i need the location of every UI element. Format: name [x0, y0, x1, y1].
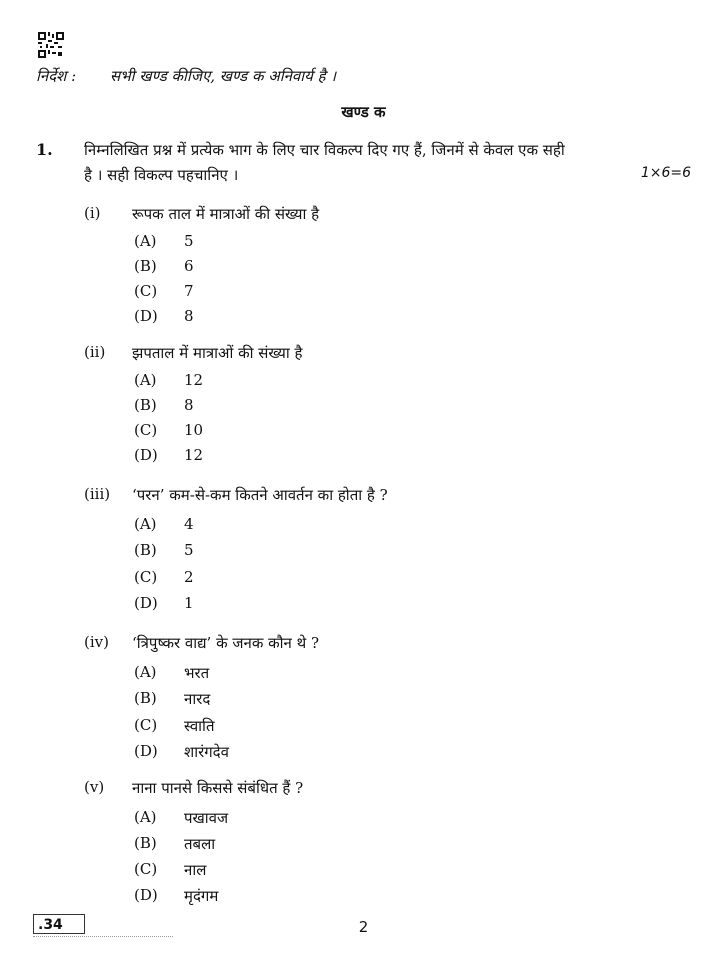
option-label: (A): [134, 663, 157, 681]
question-number: 1.: [36, 140, 53, 159]
subquestion-2-number: (ii): [84, 343, 106, 361]
subquestion-4-text: ‘त्रिपुष्कर वाद्य’ के जनक कौन थे ?: [132, 634, 320, 652]
paper-code: .34: [38, 917, 63, 933]
option-value: 12: [184, 371, 204, 389]
subquestion-3-text: ‘परन’ कम-से-कम कितने आवर्तन का होता है ?: [132, 486, 388, 504]
option-value: 1: [184, 594, 194, 612]
option-value: शारंगदेव: [184, 743, 229, 761]
option-value: 2: [184, 568, 194, 586]
option-value: भरत: [184, 664, 210, 682]
option-label: (D): [134, 742, 158, 760]
instructions-label: निर्देश :: [36, 67, 77, 85]
question-text-line-2: है । सही विकल्प पहचानिए ।: [84, 166, 239, 184]
option-label: (C): [134, 860, 158, 878]
question-text-line-1: निम्नलिखित प्रश्न में प्रत्येक भाग के लिए चार विकल्प दिए गए हैं, जिनमें से केवल एक सही: [84, 141, 565, 159]
option-label: (A): [134, 515, 157, 533]
option-label: (C): [134, 282, 158, 300]
option-label: (C): [134, 716, 158, 734]
option-value: 5: [184, 232, 194, 250]
subquestion-1-text: रूपक ताल में मात्राओं की संख्या है: [132, 205, 320, 223]
section-title: खण्ड क: [341, 103, 386, 121]
subquestion-4-number: (iv): [84, 633, 109, 651]
option-value: पखावज: [184, 809, 229, 827]
option-label: (B): [134, 834, 157, 852]
page-number: 2: [358, 918, 369, 936]
option-label: (B): [134, 689, 157, 707]
option-value: नारद: [184, 690, 211, 708]
option-value: नाल: [184, 861, 207, 879]
instructions: [36, 66, 336, 86]
subquestion-2-text: झपताल में मात्राओं की संख्या है: [132, 344, 303, 362]
option-value: 8: [184, 396, 194, 414]
option-label: (C): [134, 421, 158, 439]
option-label: (A): [134, 808, 157, 826]
option-value: तबला: [184, 835, 216, 853]
option-value: 5: [184, 541, 194, 559]
option-label: (B): [134, 541, 157, 559]
option-value: 10: [184, 421, 204, 439]
option-value: 12: [184, 446, 204, 464]
option-value: 4: [184, 515, 194, 533]
option-label: (D): [134, 886, 158, 904]
instructions-text: सभी खण्ड कीजिए, खण्ड क अनिवार्य है ।: [110, 67, 337, 85]
option-label: (B): [134, 396, 157, 414]
option-label: (D): [134, 594, 158, 612]
option-label: (A): [134, 232, 157, 250]
subquestion-5-number: (v): [84, 778, 105, 796]
option-value: स्वाति: [184, 717, 215, 735]
option-value: 7: [184, 282, 194, 300]
footer-divider: [33, 936, 173, 940]
marks-allocation: 1×6=6: [640, 165, 691, 181]
subquestion-1-number: (i): [84, 204, 101, 222]
subquestion-5-text: नाना पानसे किससे संबंधित हैं ?: [132, 779, 304, 797]
option-label: (C): [134, 568, 158, 586]
option-label: (D): [134, 446, 158, 464]
option-label: (B): [134, 257, 157, 275]
option-label: (D): [134, 307, 158, 325]
option-value: मृदंगम: [184, 887, 219, 905]
qr-code-icon: [38, 32, 64, 58]
option-value: 8: [184, 307, 194, 325]
subquestion-3-number: (iii): [84, 485, 111, 503]
option-label: (A): [134, 371, 157, 389]
option-value: 6: [184, 257, 194, 275]
